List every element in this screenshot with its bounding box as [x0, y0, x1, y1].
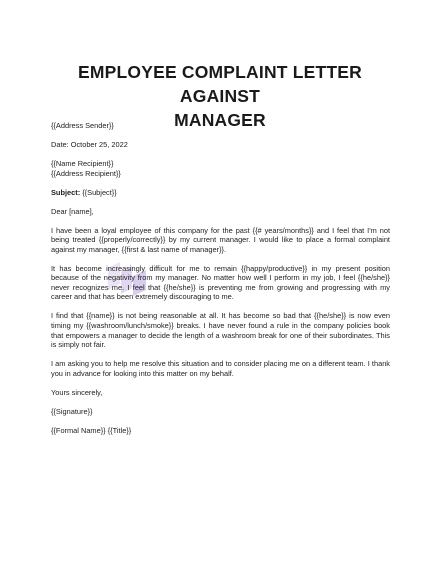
closing: Yours sincerely,	[51, 387, 103, 397]
subject-value: {{Subject}}	[80, 187, 117, 197]
letter-date: Date: October 25, 2022	[51, 139, 128, 149]
salutation: Dear [name],	[51, 206, 94, 216]
paragraph-1: I have been a loyal employee of this company for the past {{# years/months}} and I feel that I'm not being treated {{properly/correctly}} by my current manager. I would like to place a formal complaint against my manager, {{first & last name of manager}}.	[51, 225, 390, 254]
title-line-1: EMPLOYEE COMPLAINT LETTER AGAINST	[77, 62, 363, 106]
subject-line	[51, 188, 390, 198]
address-sender: {{Address Sender}}	[51, 121, 114, 130]
paragraph-4: I am asking you to help me resolve this situation and to consider placing me on a different team. I thank you in advance for looking into this matter on my behalf.	[51, 359, 390, 378]
letter-body	[51, 121, 390, 435]
formal-name-title: {{Formal Name}} {{Title}}	[51, 425, 132, 435]
signature: {{Signature}}	[51, 406, 93, 416]
name-recipient: {{Name Recipient}}	[51, 158, 114, 168]
title-line-2: MANAGER	[174, 110, 266, 130]
paragraph-2: It has become increasingly difficult for me to remain {{happy/productive}} in my present position because of the negativity from my manager. No matter how well I perform in my job, I feel {{he/she}} never recognizes me. I feel that {{he/she}} is preventing me from growing and progressing with my career and that has been extremely discouraging to me.	[51, 263, 390, 302]
subject-label: Subject:	[51, 187, 81, 197]
paragraph-3: I find that {{name}} is not being reasonable at all. It has become so bad that {{he/she}} is now even timing my {{washroom/lunch/smoke}} breaks. I have never found a rule in the company policies book that empowers a manager to decide the length of a washroom break for one of their subordinates. This is simply not fair.	[51, 311, 390, 350]
address-recipient: {{Address Recipient}}	[51, 168, 121, 178]
